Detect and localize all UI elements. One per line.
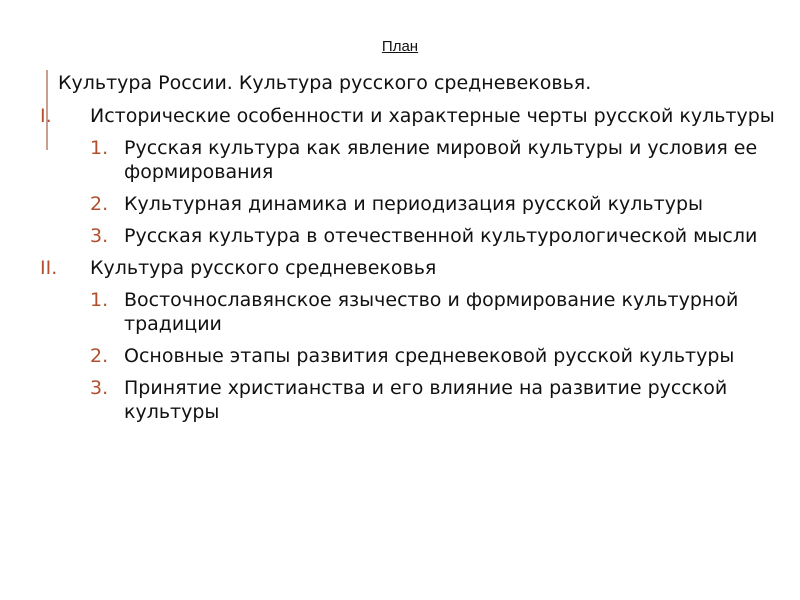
main-heading: Культура России. Культура русского средневековья. [58, 72, 592, 94]
section-title: Культура русского средневековья [90, 257, 437, 279]
list-item [90, 344, 795, 368]
item-text: Принятие христианства и его влияние на развитие русской культуры [124, 377, 728, 423]
item-text: Русская культура как явление мировой культуры и условия ее формирования [124, 137, 758, 183]
item-text: Основные этапы развития средневековой русской культуры [124, 345, 735, 367]
item-text: Восточнославянское язычество и формирование культурной традиции [124, 289, 739, 335]
section-numeral: I. [40, 105, 52, 127]
section-1 [40, 104, 795, 248]
item-number: 1. [90, 137, 109, 159]
plan-title: План [381, 38, 419, 55]
item-number: 2. [90, 193, 109, 215]
list-item [90, 376, 795, 424]
item-number: 3. [90, 225, 109, 247]
item-number: 1. [90, 289, 109, 311]
item-text: Культурная динамика и периодизация русской культуры [124, 193, 704, 215]
section-2 [40, 256, 795, 424]
section-items [90, 288, 795, 424]
list-item [90, 136, 795, 184]
item-text: Русская культура в отечественной культурологической мысли [124, 225, 758, 247]
outline-list [40, 104, 795, 432]
list-item [90, 192, 795, 216]
section-numeral: II. [40, 257, 58, 279]
list-item [90, 224, 795, 248]
section-title: Исторические особенности и характерные черты русской культуры [90, 105, 775, 127]
item-number: 2. [90, 345, 109, 367]
item-number: 3. [90, 377, 109, 399]
section-items [90, 136, 795, 248]
list-item [90, 288, 795, 336]
